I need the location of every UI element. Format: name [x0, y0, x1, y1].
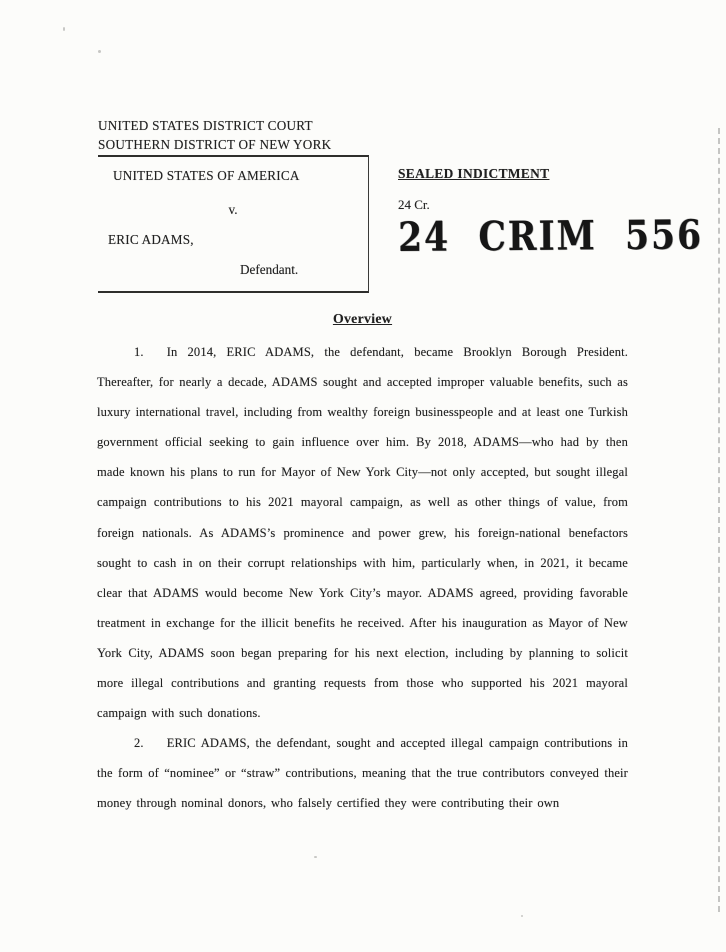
versus-label: v.	[228, 202, 238, 217]
case-caption-box	[98, 155, 369, 293]
court-header	[98, 117, 331, 154]
section-heading-text: Overview	[332, 311, 393, 326]
document-body	[97, 306, 628, 819]
court-name-line2: SOUTHERN DISTRICT OF NEW YORK	[98, 136, 332, 152]
paragraph-1-text: In 2014, ERIC ADAMS, the defendant, became Brooklyn Borough President. Thereafter, for nearly a decade, ADAMS sought and accepted improper valuable benefits, such as luxury international travel, including from wealthy foreign businesspeople and at least one Turkish government official seeking to gain influence over him. By 2018, ADAMS—who had by then made known his plans to run for Mayor of New York City—not only accepted, but sought illegal campaign contributions to his 2021 mayoral campaign, as well as other things of value, from foreign nationals. As ADAMS’s prominence and power grew, his foreign-national benefactors sought to cash in on their corrupt relationships with him, particularly when, in 2021, it became clear that ADAMS would become New York City’s mayor. ADAMS agreed, providing favorable treatment in exchange for the illicit benefits he received. After his inauguration as Mayor of New York City, ADAMS soon began preparing for his next election, including by planning to solicit more illegal contributions and granting requests from those who supported his 2021 mayoral campaign with such donations.	[97, 345, 628, 721]
sealed-indictment-title: SEALED INDICTMENT	[398, 166, 550, 181]
filing-info-column	[398, 166, 716, 262]
case-number-stamp: 24 CRIM 556	[398, 211, 704, 262]
section-heading-overview	[97, 306, 628, 332]
scan-speck	[314, 856, 317, 858]
paragraph-2-number: 2.	[134, 736, 144, 751]
paragraph-2-text: ERIC ADAMS, the defendant, sought and accepted illegal campaign contributions in the form of “nominee” or “straw” contributions, meaning that the true contributors conveyed their money through nominal donors, who falsely certified they were contributing their own	[97, 736, 628, 811]
scan-speck	[98, 50, 101, 53]
paragraph-2	[97, 728, 628, 818]
plaintiff-name: UNITED STATES OF AMERICA	[113, 168, 300, 183]
case-number-label: 24 Cr.	[398, 197, 430, 212]
scan-artifact-line	[718, 128, 720, 912]
paragraph-1-number: 1.	[134, 345, 144, 359]
defendant-name: ERIC ADAMS,	[108, 232, 194, 247]
paragraph-1	[97, 337, 628, 728]
court-name-line1: UNITED STATES DISTRICT COURT	[98, 118, 313, 133]
defendant-label: Defendant.	[240, 262, 299, 277]
scan-speck	[63, 27, 65, 31]
scan-speck	[521, 915, 523, 917]
